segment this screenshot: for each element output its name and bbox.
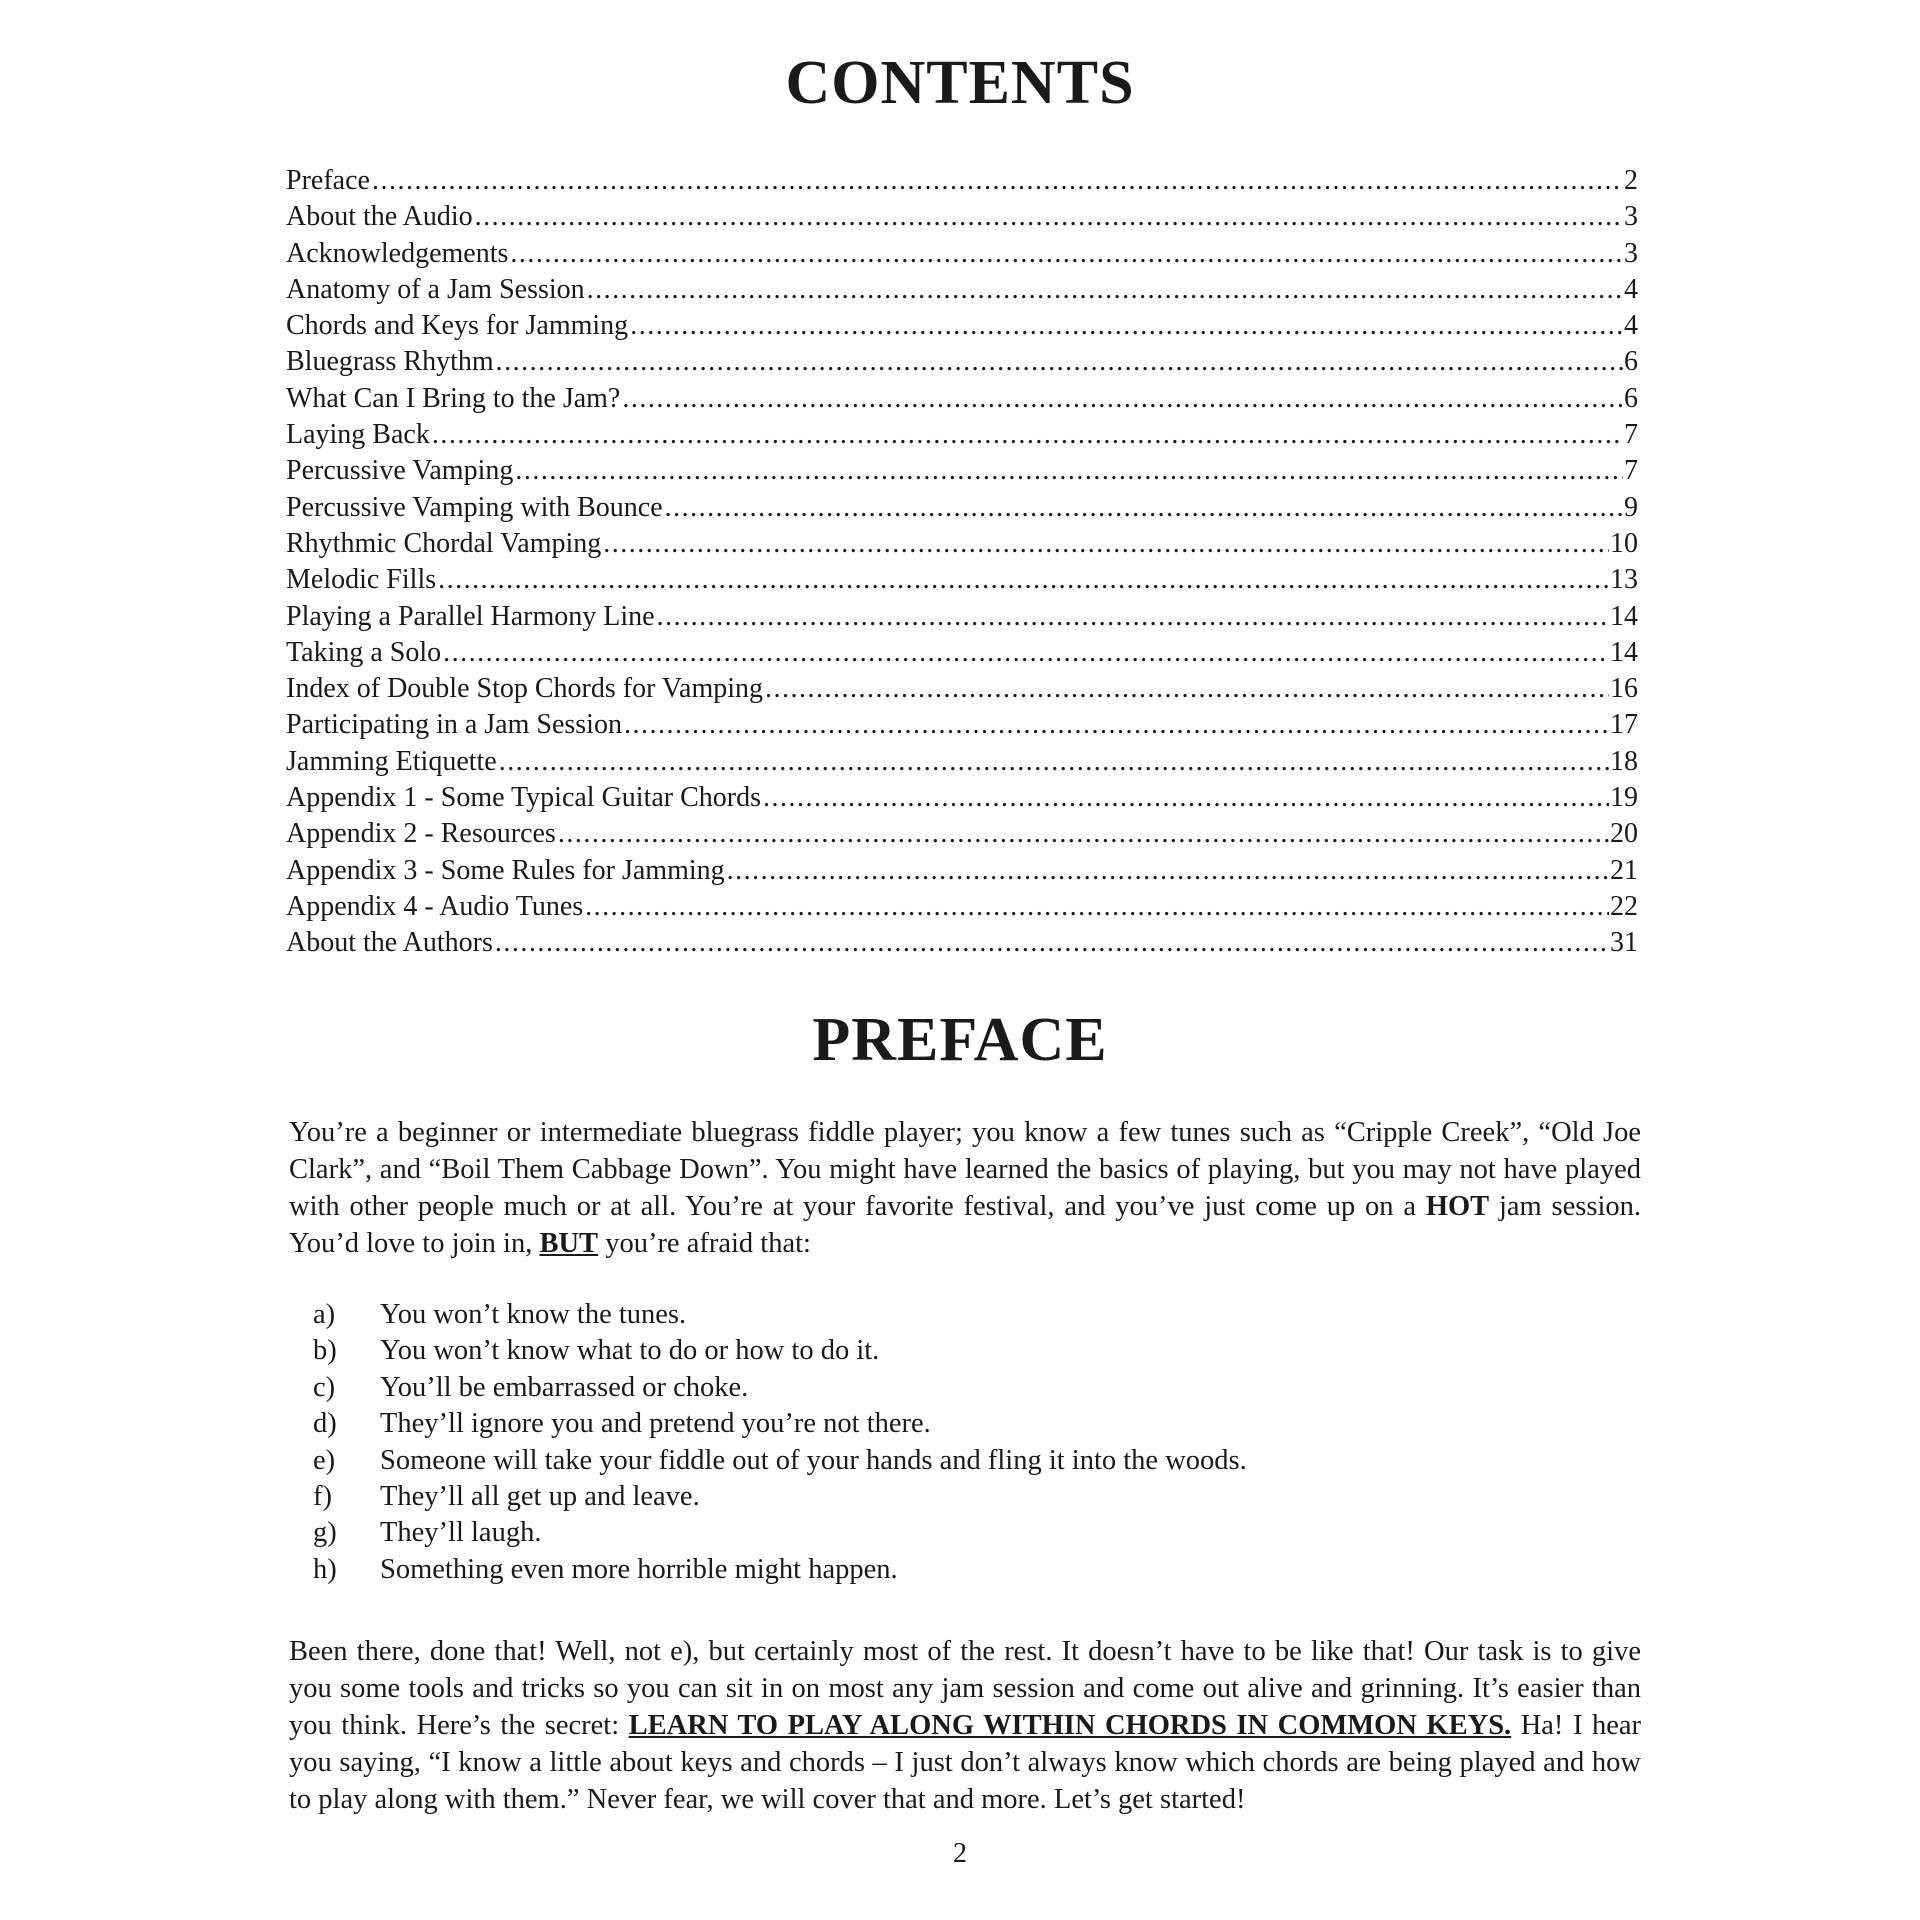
- list-item-marker: c): [313, 1371, 336, 1403]
- list-item-text: You won’t know what to do or how to do it.: [380, 1335, 880, 1367]
- list-item-marker: e): [313, 1444, 336, 1476]
- toc-entry: [286, 272, 1638, 308]
- toc-dot-leader: [372, 163, 1623, 199]
- preface-closing-text: Been there, done that! Well, not e), but certainly most of the rest. It doesn’t have to be like that! Our task is to give you some tools and tricks so you can sit in on most any jam session and come out alive and grinning. It’s easier than you think. Here’s the secret:: [289, 1636, 1641, 1741]
- toc-entry: [286, 453, 1638, 489]
- toc-entry-page: 10: [1610, 527, 1638, 559]
- toc-entry-page: 14: [1610, 636, 1638, 668]
- toc-entry-page: 22: [1610, 890, 1638, 922]
- toc-entry-title: Appendix 3 - Some Rules for Jamming: [286, 854, 725, 886]
- list-item-marker: b): [313, 1335, 337, 1367]
- toc-entry-page: 7: [1624, 419, 1638, 451]
- preface-intro-text-end: you’re afraid that:: [598, 1228, 811, 1259]
- list-item: [313, 1370, 1247, 1406]
- preface-closing-text-end: Ha! I hear you saying, “I know a little about keys and chords – I just don’t always know which chords are being played and how to play along with them.” Never fear, we will cover that and more. Let’s get started!: [289, 1710, 1641, 1815]
- toc-entry-title: Acknowledgements: [286, 237, 509, 269]
- toc-entry-page: 9: [1624, 491, 1638, 523]
- list-item-marker: f): [313, 1481, 332, 1513]
- toc-entry-title: About the Authors: [286, 927, 493, 959]
- toc-dot-leader: [763, 780, 1609, 816]
- toc-entry: [286, 308, 1638, 344]
- toc-dot-leader: [432, 417, 1623, 453]
- preface-heading: PREFACE: [812, 1006, 1108, 1074]
- toc-entry: [286, 671, 1638, 707]
- contents-heading: CONTENTS: [785, 49, 1135, 117]
- toc-entry-title: Index of Double Stop Chords for Vamping: [286, 673, 763, 705]
- toc-dot-leader: [496, 344, 1623, 380]
- toc-entry: [286, 816, 1638, 852]
- toc-entry-title: Laying Back: [286, 419, 430, 451]
- toc-entry-page: 19: [1610, 782, 1638, 814]
- toc-entry-page: 14: [1610, 600, 1638, 632]
- toc-entry-page: 31: [1610, 927, 1638, 959]
- toc-dot-leader: [499, 744, 1609, 780]
- toc-dot-leader: [443, 635, 1609, 671]
- toc-entry-title: Jamming Etiquette: [286, 745, 497, 777]
- secret-emphasis: LEARN TO PLAY ALONG WITHIN CHORDS IN COMMON KEYS.: [628, 1710, 1512, 1741]
- list-item-text: Someone will take your fiddle out of your hands and fling it into the woods.: [380, 1444, 1247, 1476]
- toc-dot-leader: [630, 308, 1623, 344]
- toc-entry: [286, 635, 1638, 671]
- toc-entry-title: Chords and Keys for Jamming: [286, 310, 629, 342]
- toc-entry-title: Playing a Parallel Harmony Line: [286, 600, 655, 632]
- list-item-marker: a): [313, 1299, 336, 1330]
- toc-dot-leader: [510, 236, 1623, 272]
- toc-entry-title: Percussive Vamping: [286, 455, 514, 487]
- fears-list: [313, 1297, 1247, 1588]
- toc-entry-title: Rhythmic Chordal Vamping: [286, 527, 602, 559]
- toc-entry-page: 4: [1624, 273, 1638, 305]
- toc-dot-leader: [585, 889, 1609, 925]
- toc-entry-title: Percussive Vamping with Bounce: [286, 491, 663, 523]
- toc-dot-leader: [515, 453, 1623, 489]
- toc-entry: [286, 381, 1638, 417]
- toc-entry: [286, 344, 1638, 380]
- list-item-marker: d): [313, 1408, 337, 1440]
- toc-entry-title: Appendix 4 - Audio Tunes: [286, 890, 584, 922]
- toc-dot-leader: [624, 707, 1609, 743]
- toc-entry-page: 18: [1610, 745, 1638, 777]
- toc-entry-page: 4: [1624, 310, 1638, 342]
- list-item-text: You’ll be embarrassed or choke.: [380, 1371, 749, 1403]
- list-item: [313, 1515, 1247, 1551]
- list-item-text: They’ll all get up and leave.: [380, 1481, 700, 1513]
- toc-entry-title: Taking a Solo: [286, 636, 442, 668]
- hot-emphasis: HOT: [1425, 1191, 1490, 1222]
- toc-entry-page: 6: [1624, 346, 1638, 378]
- toc-entry: [286, 562, 1638, 598]
- list-item: [313, 1479, 1247, 1515]
- toc-entry: [286, 199, 1638, 235]
- list-item: [313, 1297, 1247, 1333]
- list-item: [313, 1443, 1247, 1479]
- toc-entry: [286, 490, 1638, 526]
- toc-dot-leader: [475, 199, 1623, 235]
- preface-closing-paragraph: [289, 1633, 1641, 1818]
- toc-entry: [286, 744, 1638, 780]
- toc-entry: [286, 707, 1638, 743]
- toc-entry-title: About the Audio: [286, 201, 473, 233]
- page-number: 2: [953, 1838, 967, 1869]
- list-item: [313, 1333, 1247, 1369]
- toc-dot-leader: [657, 599, 1609, 635]
- toc-entry: [286, 889, 1638, 925]
- toc-entry-title: Melodic Fills: [286, 564, 437, 596]
- toc-entry-title: Anatomy of a Jam Session: [286, 273, 585, 305]
- toc-entry: [286, 925, 1638, 961]
- toc-entry-page: 13: [1610, 564, 1638, 596]
- list-item-text: You won’t know the tunes.: [380, 1299, 687, 1330]
- toc-entry-title: Participating in a Jam Session: [286, 709, 622, 741]
- toc-entry-page: 7: [1624, 455, 1638, 487]
- table-of-contents: [286, 163, 1638, 962]
- toc-dot-leader: [765, 671, 1609, 707]
- toc-entry-page: 16: [1610, 673, 1638, 705]
- toc-entry-page: 6: [1624, 382, 1638, 414]
- toc-dot-leader: [495, 925, 1609, 961]
- toc-entry-page: 17: [1610, 709, 1638, 741]
- preface-intro-paragraph: [289, 1114, 1641, 1262]
- toc-entry: [286, 526, 1638, 562]
- toc-entry-page: 3: [1624, 201, 1638, 233]
- toc-entry-page: 3: [1624, 237, 1638, 269]
- toc-dot-leader: [558, 816, 1609, 852]
- toc-dot-leader: [727, 853, 1609, 889]
- but-emphasis: BUT: [539, 1228, 599, 1259]
- toc-entry-title: Appendix 1 - Some Typical Guitar Chords: [286, 782, 762, 814]
- toc-entry-title: What Can I Bring to the Jam?: [286, 382, 621, 414]
- toc-entry-title: Bluegrass Rhythm: [286, 346, 494, 378]
- toc-entry-page: 20: [1610, 818, 1638, 850]
- toc-entry: [286, 599, 1638, 635]
- toc-entry: [286, 417, 1638, 453]
- toc-dot-leader: [438, 562, 1609, 598]
- list-item-marker: h): [313, 1553, 337, 1585]
- toc-entry: [286, 853, 1638, 889]
- list-item-text: They’ll laugh.: [380, 1517, 542, 1549]
- list-item-text: They’ll ignore you and pretend you’re not there.: [380, 1408, 931, 1440]
- preface-intro-text: You’re a beginner or intermediate bluegrass fiddle player; you know a few tunes such as “Cripple Creek”, “Old Joe Clark”, and “Boil Them Cabbage Down”. You might have learned the basics of playing, but you may not have played with other people much or at all. You’re at your favorite festival, and you’ve just come up on a: [289, 1117, 1641, 1222]
- list-item: [313, 1552, 1247, 1588]
- toc-dot-leader: [587, 272, 1623, 308]
- toc-entry: [286, 236, 1638, 272]
- list-item: [313, 1406, 1247, 1442]
- toc-dot-leader: [622, 381, 1623, 417]
- toc-entry: [286, 163, 1638, 199]
- toc-dot-leader: [665, 490, 1623, 526]
- toc-entry-page: 2: [1624, 165, 1638, 196]
- list-item-marker: g): [313, 1517, 337, 1549]
- list-item-text: Something even more horrible might happen.: [380, 1553, 898, 1585]
- toc-entry: [286, 780, 1638, 816]
- toc-entry-title: Preface: [286, 165, 370, 196]
- preface-intro-text-mid: jam session. You’d love to join in,: [289, 1191, 1642, 1259]
- toc-entry-title: Appendix 2 - Resources: [286, 818, 556, 850]
- toc-entry-page: 21: [1610, 854, 1638, 886]
- toc-dot-leader: [603, 526, 1609, 562]
